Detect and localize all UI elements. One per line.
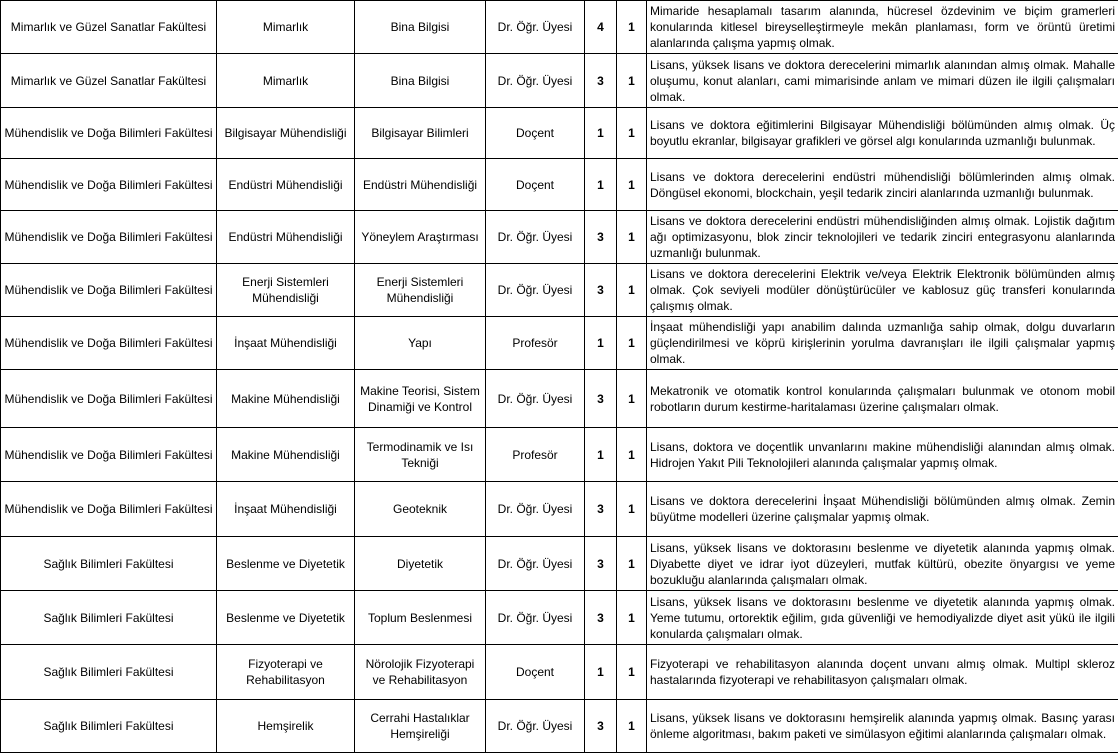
description-cell: Lisans ve doktora derecelerini Elektrik ve/veya Elektrik Elektronik bölümünden almış olmak. Çok seviyeli modüler dönüştürücüler ve kablosuz güç transferi konularında çalışmış olmak. bbox=[647, 264, 1118, 317]
program-cell: Enerji Sistemleri Mühendisliği bbox=[355, 264, 486, 317]
program-cell: Bilgisayar Bilimleri bbox=[355, 108, 486, 159]
n-cell: 1 bbox=[617, 645, 647, 700]
n-cell: 1 bbox=[617, 428, 647, 482]
department-cell: Beslenme ve Diyetetik bbox=[217, 591, 355, 645]
table-row bbox=[1, 317, 1118, 370]
department-cell: İnşaat Mühendisliği bbox=[217, 482, 355, 537]
count-cell: 3 bbox=[585, 370, 617, 428]
table-row bbox=[1, 264, 1118, 317]
table-row bbox=[1, 1, 1118, 54]
faculty-cell: Mimarlık ve Güzel Sanatlar Fakültesi bbox=[1, 54, 217, 108]
table-row bbox=[1, 159, 1118, 211]
faculty-cell: Mimarlık ve Güzel Sanatlar Fakültesi bbox=[1, 1, 217, 54]
title-cell: Doçent bbox=[486, 159, 585, 211]
count-cell: 3 bbox=[585, 537, 617, 591]
n-cell: 1 bbox=[617, 108, 647, 159]
faculty-cell: Mühendislik ve Doğa Bilimleri Fakültesi bbox=[1, 482, 217, 537]
faculty-cell: Mühendislik ve Doğa Bilimleri Fakültesi bbox=[1, 370, 217, 428]
program-cell: Nörolojik Fizyoterapi ve Rehabilitasyon bbox=[355, 645, 486, 700]
program-cell: Geoteknik bbox=[355, 482, 486, 537]
department-cell: Makine Mühendisliği bbox=[217, 370, 355, 428]
faculty-cell: Mühendislik ve Doğa Bilimleri Fakültesi bbox=[1, 211, 217, 264]
table-row bbox=[1, 428, 1118, 482]
n-cell: 1 bbox=[617, 211, 647, 264]
description-cell: Lisans, yüksek lisans ve doktorasını beslenme ve diyetetik alanında yapmış olmak. Yeme tutumu, ortorektik eğilim, gıda güvenliği ve hemodiyalizde diyet asit yükü ile ilgili konularda çalışmaları olmak. bbox=[647, 591, 1118, 645]
n-cell: 1 bbox=[617, 264, 647, 317]
description-cell: Lisans, yüksek lisans ve doktorasını beslenme ve diyetetik alanında yapmış olmak. Diyabette diyet ve idrar iyot düzeyleri, mutfak kültürü, obezite önyargısı ve yeme bozukluğu alanlarında çalışmaları olmak. bbox=[647, 537, 1118, 591]
department-cell: Hemşirelik bbox=[217, 700, 355, 753]
faculty-cell: Mühendislik ve Doğa Bilimleri Fakültesi bbox=[1, 264, 217, 317]
program-cell: Makine Teorisi, Sistem Dinamiği ve Kontrol bbox=[355, 370, 486, 428]
title-cell: Profesör bbox=[486, 317, 585, 370]
program-cell: Endüstri Mühendisliği bbox=[355, 159, 486, 211]
n-cell: 1 bbox=[617, 700, 647, 753]
description-cell: İnşaat mühendisliği yapı anabilim dalında uzmanlığa sahip olmak, dolgu duvarların güçlendirilmesi ve köprü kirişlerinin yorulma davranışları ile ilgili çalışmalar yapmış olmak. bbox=[647, 317, 1118, 370]
table-row bbox=[1, 211, 1118, 264]
n-cell: 1 bbox=[617, 370, 647, 428]
department-cell: Fizyoterapi ve Rehabilitasyon bbox=[217, 645, 355, 700]
table-row bbox=[1, 482, 1118, 537]
faculty-cell: Sağlık Bilimleri Fakültesi bbox=[1, 591, 217, 645]
title-cell: Doçent bbox=[486, 108, 585, 159]
department-cell: Enerji Sistemleri Mühendisliği bbox=[217, 264, 355, 317]
faculty-cell: Sağlık Bilimleri Fakültesi bbox=[1, 645, 217, 700]
department-cell: Beslenme ve Diyetetik bbox=[217, 537, 355, 591]
faculty-cell: Sağlık Bilimleri Fakültesi bbox=[1, 537, 217, 591]
title-cell: Doçent bbox=[486, 645, 585, 700]
program-cell: Yapı bbox=[355, 317, 486, 370]
count-cell: 3 bbox=[585, 211, 617, 264]
description-cell: Lisans, yüksek lisans ve doktorasını hemşirelik alanında yapmış olmak. Basınç yarası önleme algoritması, bakım paketi ve simülasyon eğitimi alanlarında çalışmaları olmak. bbox=[647, 700, 1118, 753]
program-cell: Termodinamik ve Isı Tekniği bbox=[355, 428, 486, 482]
table-row bbox=[1, 591, 1118, 645]
count-cell: 3 bbox=[585, 700, 617, 753]
department-cell: Makine Mühendisliği bbox=[217, 428, 355, 482]
description-cell: Lisans ve doktora derecelerini endüstri mühendisliği bölümlerinden almış olmak. Döngüsel ekonomi, blockchain, yeşil tedarik zinciri alanlarında uzmanlığı bulunmak. bbox=[647, 159, 1118, 211]
program-cell: Bina Bilgisi bbox=[355, 1, 486, 54]
count-cell: 1 bbox=[585, 428, 617, 482]
title-cell: Dr. Öğr. Üyesi bbox=[486, 700, 585, 753]
title-cell: Dr. Öğr. Üyesi bbox=[486, 370, 585, 428]
title-cell: Profesör bbox=[486, 428, 585, 482]
description-cell: Lisans ve doktora eğitimlerini Bilgisayar Mühendisliği bölümünden almış olmak. Üç boyutlu ekranlar, bilgisayar grafikleri ve görsel algı konularında uzmanlığı bulunmak. bbox=[647, 108, 1118, 159]
count-cell: 1 bbox=[585, 159, 617, 211]
description-cell: Lisans ve doktora derecelerini İnşaat Mühendisliği bölümünden almış olmak. Zemin büyütme modelleri üzerine çalışmalar yapmış olmak. bbox=[647, 482, 1118, 537]
department-cell: Endüstri Mühendisliği bbox=[217, 159, 355, 211]
description-cell: Mimaride hesaplamalı tasarım alanında, hücresel özdevinim ve biçim gramerleri konularında kitlesel bireyselleştirmeyle mekân planlaması, form ve örüntü üretimi alanlarında çalışma yapmış olmak. bbox=[647, 1, 1118, 54]
n-cell: 1 bbox=[617, 159, 647, 211]
department-cell: Bilgisayar Mühendisliği bbox=[217, 108, 355, 159]
description-cell: Lisans ve doktora derecelerini endüstri mühendisliğinden almış olmak. Lojistik dağıtım ağı optimizasyonu, blok zincir teknolojileri ve tedarik zinciri entegrasyonu alanlarında uzmanlığı bulunmak. bbox=[647, 211, 1118, 264]
faculty-cell: Mühendislik ve Doğa Bilimleri Fakültesi bbox=[1, 428, 217, 482]
faculty-cell: Sağlık Bilimleri Fakültesi bbox=[1, 700, 217, 753]
n-cell: 1 bbox=[617, 537, 647, 591]
program-cell: Yöneylem Araştırması bbox=[355, 211, 486, 264]
count-cell: 3 bbox=[585, 264, 617, 317]
count-cell: 3 bbox=[585, 54, 617, 108]
faculty-cell: Mühendislik ve Doğa Bilimleri Fakültesi bbox=[1, 159, 217, 211]
faculty-cell: Mühendislik ve Doğa Bilimleri Fakültesi bbox=[1, 108, 217, 159]
table-row bbox=[1, 537, 1118, 591]
title-cell: Dr. Öğr. Üyesi bbox=[486, 591, 585, 645]
table-row bbox=[1, 108, 1118, 159]
table-body bbox=[1, 1, 1118, 753]
table-row bbox=[1, 700, 1118, 753]
faculty-cell: Mühendislik ve Doğa Bilimleri Fakültesi bbox=[1, 317, 217, 370]
table-row bbox=[1, 54, 1118, 108]
n-cell: 1 bbox=[617, 591, 647, 645]
title-cell: Dr. Öğr. Üyesi bbox=[486, 537, 585, 591]
description-cell: Lisans, doktora ve doçentlik unvanlarını makine mühendisliği alanından almış olmak. Hidrojen Yakıt Pili Teknolojileri alanında çalışmalar yapmış olmak. bbox=[647, 428, 1118, 482]
description-cell: Lisans, yüksek lisans ve doktora derecelerini mimarlık alanından almış olmak. Mahalle oluşumu, konut alanları, cami mimarisinde anlam ve mimari düzen ile ilgili çalışmaları olmak. bbox=[647, 54, 1118, 108]
count-cell: 4 bbox=[585, 1, 617, 54]
title-cell: Dr. Öğr. Üyesi bbox=[486, 264, 585, 317]
title-cell: Dr. Öğr. Üyesi bbox=[486, 54, 585, 108]
count-cell: 3 bbox=[585, 591, 617, 645]
title-cell: Dr. Öğr. Üyesi bbox=[486, 211, 585, 264]
count-cell: 3 bbox=[585, 482, 617, 537]
n-cell: 1 bbox=[617, 1, 647, 54]
table-row bbox=[1, 645, 1118, 700]
title-cell: Dr. Öğr. Üyesi bbox=[486, 1, 585, 54]
program-cell: Bina Bilgisi bbox=[355, 54, 486, 108]
n-cell: 1 bbox=[617, 317, 647, 370]
title-cell: Dr. Öğr. Üyesi bbox=[486, 482, 585, 537]
description-cell: Mekatronik ve otomatik kontrol konularında çalışmaları bulunmak ve otonom mobil robotların durum kestirme-haritalaması üzerine çalışmaları olmak. bbox=[647, 370, 1118, 428]
department-cell: Mimarlık bbox=[217, 1, 355, 54]
program-cell: Toplum Beslenmesi bbox=[355, 591, 486, 645]
department-cell: Endüstri Mühendisliği bbox=[217, 211, 355, 264]
count-cell: 1 bbox=[585, 645, 617, 700]
n-cell: 1 bbox=[617, 54, 647, 108]
table-row bbox=[1, 370, 1118, 428]
department-cell: İnşaat Mühendisliği bbox=[217, 317, 355, 370]
program-cell: Diyetetik bbox=[355, 537, 486, 591]
department-cell: Mimarlık bbox=[217, 54, 355, 108]
count-cell: 1 bbox=[585, 317, 617, 370]
count-cell: 1 bbox=[585, 108, 617, 159]
n-cell: 1 bbox=[617, 482, 647, 537]
description-cell: Fizyoterapi ve rehabilitasyon alanında doçent unvanı almış olmak. Multipl skleroz hastalarında fizyoterapi ve rehabilitasyon çalışmaları olmak. bbox=[647, 645, 1118, 700]
program-cell: Cerrahi Hastalıklar Hemşireliği bbox=[355, 700, 486, 753]
